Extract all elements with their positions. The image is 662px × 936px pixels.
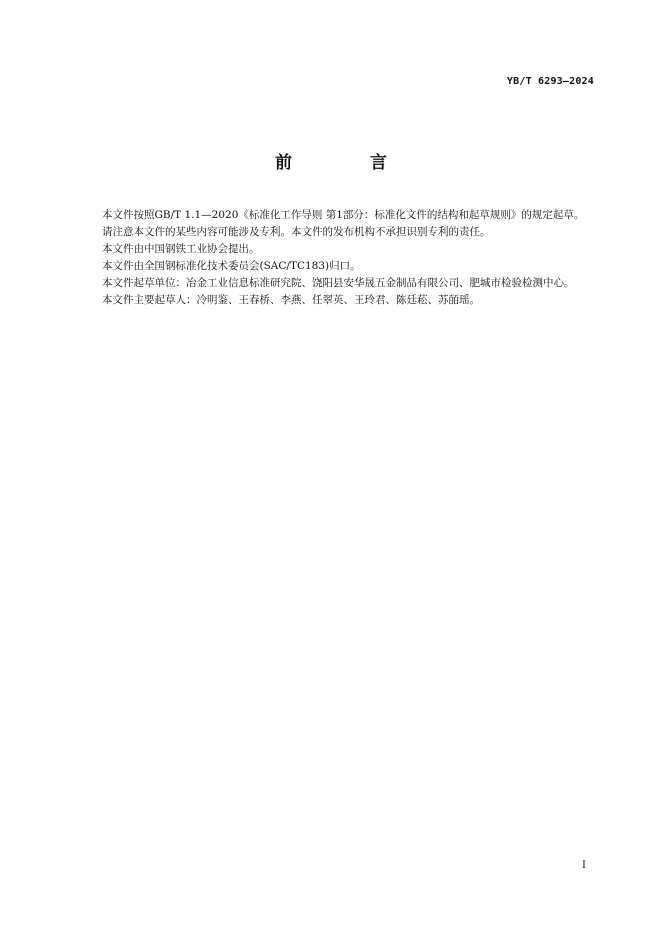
paragraph-committee: 本文件由全国钢标准化技术委员会(SAC/TC183)归口。 <box>102 260 361 272</box>
page-number: I <box>582 860 586 871</box>
standard-code: YB/T 6293—2024 <box>506 76 594 87</box>
paragraph-proposer: 本文件由中国钢铁工业协会提出。 <box>102 243 260 255</box>
paragraph-drafters: 本文件主要起草人：冷明鉴、王春桥、李燕、任翠英、王玲君、陈廷菘、苏皕瑶。 <box>102 294 480 306</box>
paragraph-drafting-units: 本文件起草单位：冶金工业信息标准研究院、饶阳县安华晟五金制品有限公司、肥城市检验检测中心。 <box>102 277 575 289</box>
section-title: 前 言 <box>275 153 423 173</box>
paragraph-patent-notice: 请注意本文件的某些内容可能涉及专利。本文件的发布机构不承担识别专利的责任。 <box>102 226 491 238</box>
foreword-body <box>81 207 601 309</box>
paragraph-drafting-rules: 本文件按照GB/T 1.1—2020《标准化工作导则 第1部分：标准化文件的结构和起草规则》的规定起草。 <box>102 209 585 221</box>
